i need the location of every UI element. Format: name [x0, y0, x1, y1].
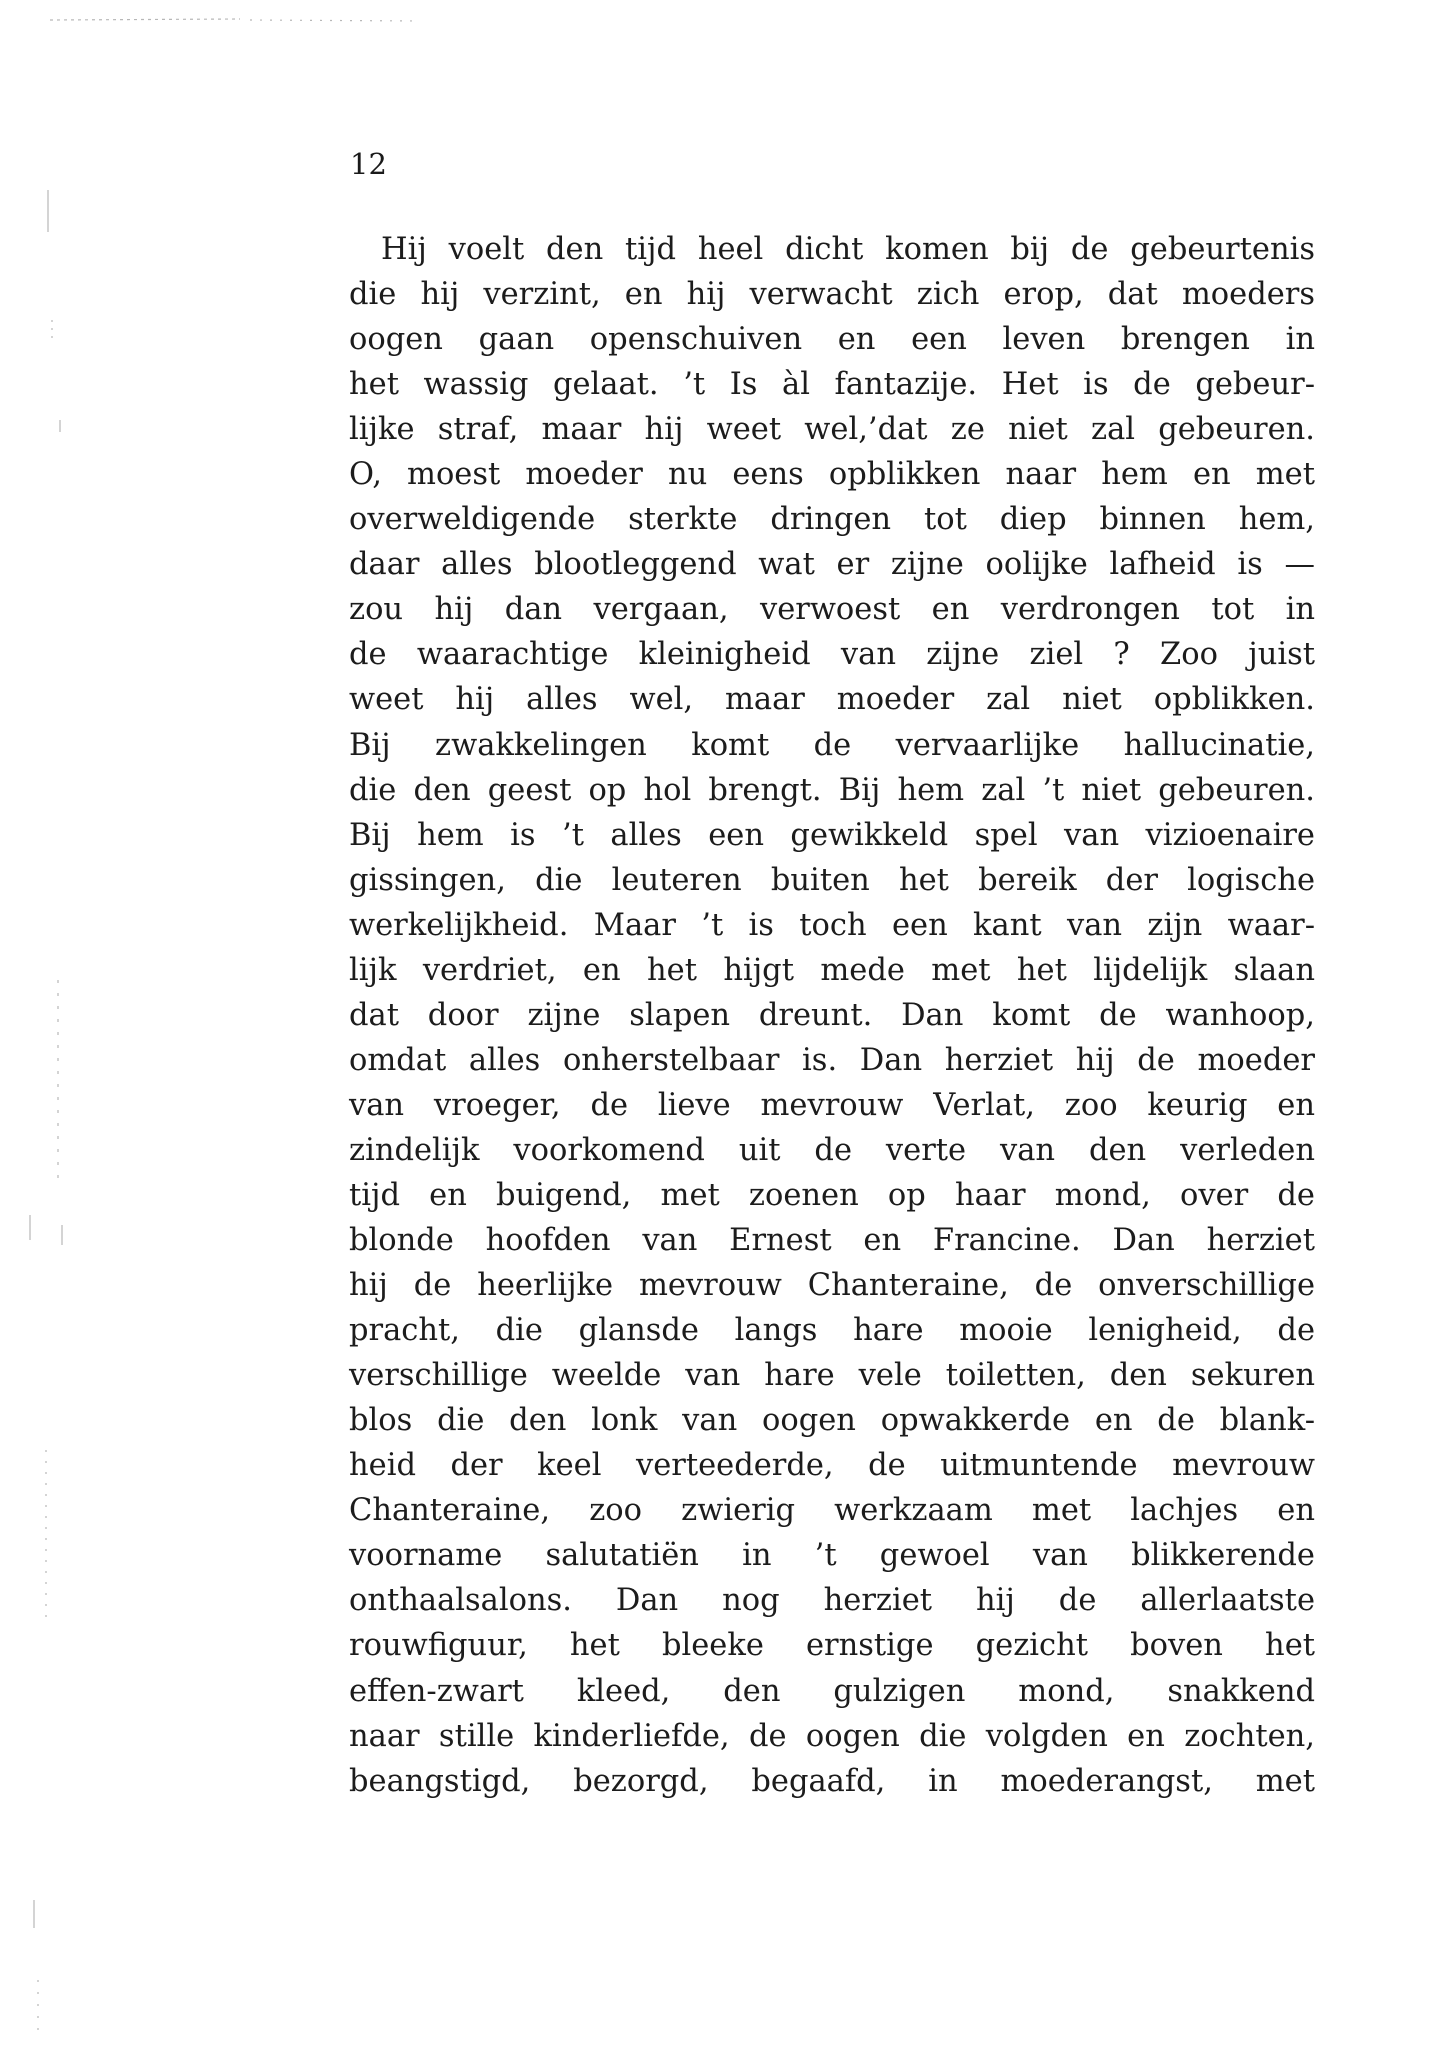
text-line: die hij verzint, en hij verwacht zich erop, dat moeders — [349, 277, 1315, 313]
text-line: Bij hem is ’t alles een gewikkeld spel van vizioenaire — [349, 817, 1315, 853]
text-line: O, moest moeder nu eens opblikken naar hem en met — [349, 457, 1315, 493]
text-line: beangstigd, bezorgd, begaafd, in moederangst, met — [349, 1763, 1315, 1799]
text-line: blonde hoofden van Ernest en Francine. Dan herziet — [349, 1223, 1315, 1259]
text-line: omdat alles onherstelbaar is. Dan herziet hij de moeder — [349, 1042, 1315, 1078]
text-line: weet hij alles wel, maar moeder zal niet opblikken. — [349, 682, 1315, 718]
text-line: blos die den lonk van oogen opwakkerde en de blank- — [349, 1403, 1315, 1439]
text-line: onthaalsalons. Dan nog herziet hij de allerlaatste — [349, 1583, 1315, 1619]
text-line: lijke straf, maar hij weet wel,’dat ze niet zal gebeuren. — [349, 412, 1315, 448]
text-line: pracht, die glansde langs hare mooie lenigheid, de — [349, 1313, 1315, 1349]
text-line: lijk verdriet, en het hijgt mede met het lijdelijk slaan — [349, 952, 1315, 988]
text-line: zou hij dan vergaan, verwoest en verdrongen tot in — [349, 592, 1315, 628]
text-line: overweldigende sterkte dringen tot diep binnen hem, — [349, 502, 1315, 538]
text-line: verschillige weelde van hare vele toiletten, den sekuren — [349, 1358, 1315, 1394]
text-line: zindelijk voorkomend uit de verte van den verleden — [349, 1132, 1315, 1168]
text-line: werkelijkheid. Maar ’t is toch een kant van zijn waar- — [349, 907, 1315, 943]
text-line: heid der keel verteederde, de uitmuntende mevrouw — [349, 1448, 1315, 1484]
text-line: van vroeger, de lieve mevrouw Verlat, zoo keurig en — [349, 1087, 1315, 1123]
text-line: de waarachtige kleinigheid van zijne ziel ? Zoo juist — [349, 637, 1315, 673]
text-line: effen-zwart kleed, den gulzigen mond, snakkend — [349, 1673, 1315, 1709]
text-line: tijd en buigend, met zoenen op haar mond, over de — [349, 1177, 1315, 1213]
body-paragraph — [349, 227, 1315, 1804]
text-line: Bij zwakkelingen komt de vervaarlijke hallucinatie, — [349, 727, 1315, 763]
text-line: naar stille kinderliefde, de oogen die volgden en zochten, — [349, 1718, 1315, 1754]
text-line: hij de heerlijke mevrouw Chanteraine, de onverschillige — [349, 1268, 1315, 1304]
text-line: rouwfiguur, het bleeke ernstige gezicht boven het — [349, 1628, 1315, 1664]
page-number: 12 — [350, 147, 387, 181]
text-line: Chanteraine, zoo zwierig werkzaam met lachjes en — [349, 1493, 1315, 1529]
text-line: voorname salutatiën in ’t gewoel van blikkerende — [349, 1538, 1315, 1574]
text-line: oogen gaan openschuiven en een leven brengen in — [349, 322, 1315, 358]
text-line: daar alles blootleggend wat er zijne oolijke lafheid is — — [349, 547, 1315, 583]
text-line: gissingen, die leuteren buiten het bereik der logische — [349, 862, 1315, 898]
text-line: dat door zijne slapen dreunt. Dan komt de wanhoop, — [349, 997, 1315, 1033]
text-line: het wassig gelaat. ’t Is àl fantazije. Het is de gebeur- — [349, 367, 1315, 403]
text-line: die den geest op hol brengt. Bij hem zal ’t niet gebeuren. — [349, 772, 1315, 808]
text-line: Hij voelt den tijd heel dicht komen bij de gebeurtenis — [381, 232, 1315, 267]
